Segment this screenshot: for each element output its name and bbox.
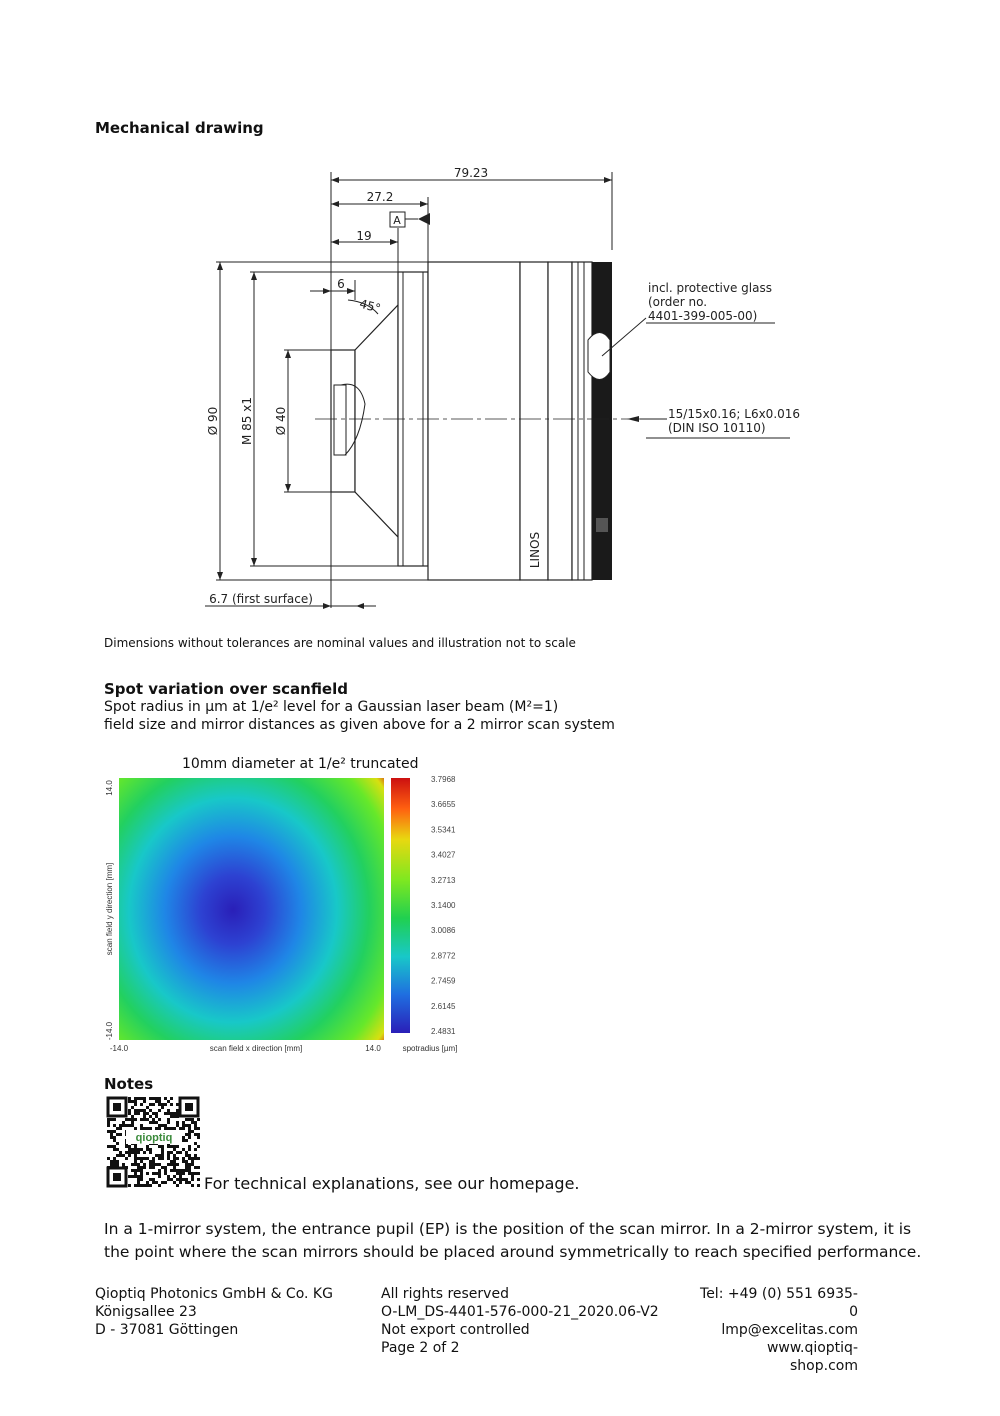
- notes-paragraph-line2: the point where the scan mirrors should be placed around symmetrically to reach specified performance.: [104, 1243, 922, 1261]
- mechanical-drawing: [0, 0, 1000, 640]
- footer-phone: Tel: +49 (0) 551 6935-0: [700, 1286, 858, 1320]
- x-min-label: -14.0: [109, 1044, 129, 1053]
- datum-a-label: A: [393, 214, 401, 227]
- qr-caption: For technical explanations, see our homepage.: [204, 1174, 580, 1193]
- footer-rights: All rights reserved: [381, 1286, 509, 1302]
- callout-thread-line2: (DIN ISO 10110): [668, 421, 766, 435]
- y-axis-label: scan field y direction [mm]: [105, 862, 114, 956]
- callout-glass-line2: (order no.: [648, 295, 708, 309]
- footer-city: D - 37081 Göttingen: [95, 1322, 239, 1338]
- dim-dia-40: Ø 40: [274, 406, 288, 436]
- colorbar-tick-label: 2.7459: [431, 976, 456, 986]
- dim-first-surface: 6.7 (first surface): [209, 592, 313, 606]
- colorbar-ticks: [431, 775, 456, 1036]
- colorbar-tick-label: 3.4027: [431, 850, 456, 860]
- colorbar-tick-label: 3.2713: [431, 875, 456, 885]
- footer-export: Not export controlled: [381, 1322, 530, 1338]
- dim-27-2: 27.2: [366, 190, 394, 204]
- footer-website-link[interactable]: www.qioptiq-shop.com: [766, 1340, 858, 1374]
- colorbar-tick-label: 3.5341: [431, 825, 456, 835]
- callout-glass-line1: incl. protective glass: [648, 281, 772, 295]
- colorbar-tick-label: 2.6145: [431, 1001, 456, 1011]
- spot-section-title: Spot variation over scanfield: [104, 680, 348, 698]
- callout-glass-line3: 4401-399-005-00): [648, 309, 758, 323]
- drawing-note: Dimensions without tolerances are nominal values and illustration not to scale: [104, 636, 576, 650]
- dim-dia-90: Ø 90: [206, 406, 220, 436]
- y-min-label: -14.0: [105, 1021, 114, 1041]
- spot-description-1: Spot radius in µm at 1/e² level for a Gaussian laser beam (M²=1): [104, 699, 559, 715]
- colorbar-tick-label: 3.0086: [431, 926, 456, 936]
- colorbar-tick-label: 3.1400: [431, 901, 456, 910]
- dim-79-23: 79.23: [453, 166, 489, 180]
- heatmap-field: [119, 778, 384, 1040]
- colorbar-tick-label: 3.7968: [431, 775, 456, 784]
- footer-page-number: Page 2 of 2: [381, 1340, 460, 1356]
- dim-6: 6: [337, 277, 345, 291]
- footer-contact: [700, 1285, 858, 1375]
- plot-title: 10mm diameter at 1/e² truncated: [182, 756, 419, 772]
- footer-company-name: Qioptiq Photonics GmbH & Co. KG: [95, 1286, 333, 1302]
- dim-45-deg: 45°: [357, 296, 383, 316]
- y-max-label: 14.0: [105, 780, 114, 796]
- footer-company: [95, 1285, 333, 1339]
- brand-engraving: LINOS: [528, 531, 542, 569]
- spot-heatmap: [95, 770, 475, 1060]
- colorbar-tick-label: 2.8772: [431, 951, 456, 961]
- footer-street: Königsallee 23: [95, 1304, 197, 1320]
- footer-document: [381, 1285, 659, 1357]
- x-axis-label: scan field x direction [mm]: [209, 1044, 303, 1053]
- notes-title: Notes: [104, 1075, 154, 1093]
- colorbar-tick-label: 2.4831: [431, 1027, 456, 1036]
- x-max-label: 14.0: [365, 1044, 381, 1053]
- dim-19: 19: [356, 229, 372, 243]
- qr-code[interactable]: [106, 1096, 200, 1188]
- qr-logo: qioptiq: [135, 1132, 173, 1144]
- callout-thread-line1: 15/15x0.16; L6x0.016: [668, 407, 801, 421]
- colorbar: [391, 778, 410, 1033]
- mechanical-drawing-title: Mechanical drawing: [95, 119, 264, 137]
- notes-paragraph-line1: In a 1-mirror system, the entrance pupil (EP) is the position of the scan mirror. In a 2-mirror system, it is: [104, 1220, 912, 1238]
- spot-description-2: field size and mirror distances as given above for a 2 mirror scan system: [104, 717, 615, 733]
- colorbar-label: spotradius [µm]: [402, 1044, 458, 1053]
- footer-email-link[interactable]: lmp@excelitas.com: [721, 1322, 858, 1338]
- colorbar-tick-label: 3.6655: [431, 800, 456, 810]
- footer-doc-id: O-LM_DS-4401-576-000-21_2020.06-V2: [381, 1304, 659, 1320]
- dim-thread-m85: M 85 x1: [240, 397, 254, 445]
